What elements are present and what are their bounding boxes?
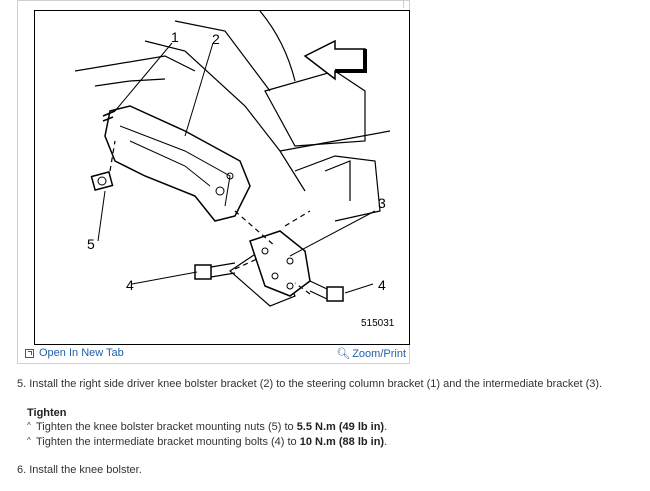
technical-illustration <box>34 10 410 345</box>
knee-bolster-bracket <box>105 106 250 221</box>
tighten-item-text: Tighten the knee bolster bracket mounting nuts (5) to <box>36 421 297 433</box>
mounting-nut <box>91 172 112 190</box>
step-6-text: 6. Install the knee bolster. <box>17 464 142 476</box>
mounting-bolt <box>195 263 235 279</box>
callout-label: 5 <box>87 236 95 252</box>
bullet-caret: ^ <box>27 436 31 445</box>
callout-label: 1 <box>171 29 179 45</box>
mounting-bolt <box>310 281 343 301</box>
intermediate-bracket <box>250 231 310 296</box>
figure-frame <box>17 0 410 364</box>
callout-label: 4 <box>378 277 386 293</box>
tighten-item-period: . <box>384 436 388 448</box>
callout-label: 2 <box>212 31 220 47</box>
open-in-new-tab-label: Open In New Tab <box>39 347 124 359</box>
tighten-item-nuts <box>27 421 387 433</box>
step-5-text: 5. Install the right side driver knee bolster bracket (2) to the steering column bracket (1) and the intermediate bracket (3). <box>17 378 603 390</box>
torque-value: 5.5 N.m (49 lb in) <box>296 421 385 433</box>
callout-label: 4 <box>126 277 134 293</box>
zoom-print-label: Zoom/Print <box>352 347 406 360</box>
structure-line <box>75 56 195 71</box>
tighten-item-bolts <box>27 436 387 448</box>
callout-label: 3 <box>378 195 386 211</box>
zoom-print-link[interactable] <box>336 347 406 360</box>
tighten-item-period: . <box>384 421 388 433</box>
figure-actions <box>18 344 409 363</box>
open-in-new-tab-link[interactable] <box>25 347 124 359</box>
tighten-heading: Tighten <box>27 407 67 419</box>
torque-value: 10 N.m (88 lb in) <box>299 436 385 448</box>
bracket-drawing <box>35 11 411 346</box>
open-in-new-tab-icon <box>25 349 34 358</box>
bullet-caret: ^ <box>27 421 31 430</box>
figure-code: 515031 <box>361 318 395 329</box>
tighten-item-text: Tighten the intermediate bracket mounting bolts (4) to <box>36 436 300 448</box>
direction-arrow <box>305 41 365 79</box>
magnifier-icon: 🔍︎ <box>336 348 351 360</box>
